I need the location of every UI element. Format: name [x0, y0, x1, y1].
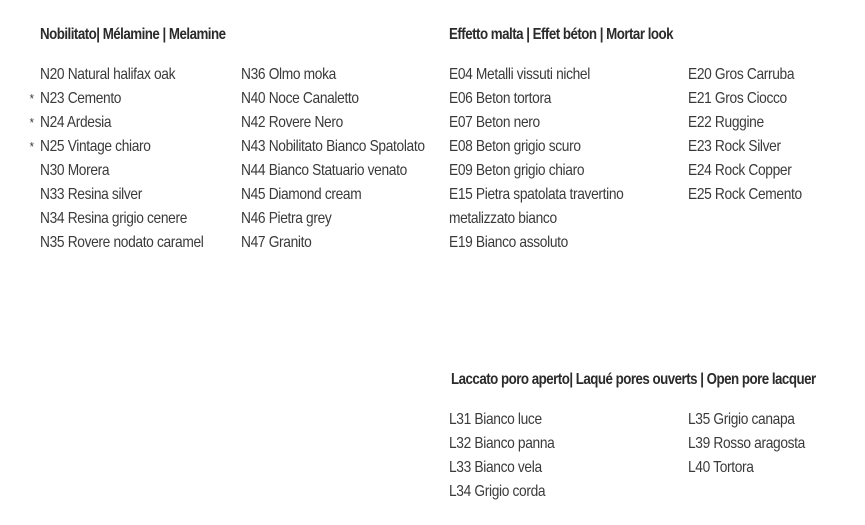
- list-item: N43 Nobilitato Bianco Spatolato: [241, 138, 425, 155]
- list-item: N46 Pietra grey: [241, 210, 332, 227]
- list-item: * N24 Ardesia: [40, 111, 204, 135]
- melamine-column-1: [29, 63, 230, 255]
- list-item: L39 Rosso aragosta: [688, 435, 805, 452]
- list-item: N30 Morera: [40, 162, 110, 179]
- list-item: E08 Beton grigio scuro: [449, 138, 581, 155]
- asterisk-marker: *: [29, 115, 34, 130]
- asterisk-marker: *: [29, 139, 34, 154]
- lacquer-column-1: [449, 408, 572, 504]
- list-item: E22 Ruggine: [688, 114, 764, 131]
- asterisk-marker: *: [29, 91, 34, 106]
- list-item: E24 Rock Copper: [688, 162, 792, 179]
- list-item: N33 Resina silver: [40, 186, 142, 203]
- lacquer-heading: Laccato poro aperto| Laqué pores ouverts | Open pore lacquer: [451, 371, 816, 388]
- list-item: E15 Pietra spatolata travertino: [449, 186, 624, 203]
- list-item: N20 Natural halifax oak: [40, 66, 176, 83]
- list-item: N34 Resina grigio cenere: [40, 210, 188, 227]
- list-item: E25 Rock Cemento: [688, 186, 802, 203]
- melamine-heading: Nobilitato| Mélamine | Melamine: [40, 26, 226, 43]
- list-item: E04 Metalli vissuti nichel: [449, 66, 590, 83]
- list-item: E07 Beton nero: [449, 114, 540, 131]
- list-item: E19 Bianco assoluto: [449, 234, 568, 251]
- list-item: E21 Gros Ciocco: [688, 90, 787, 107]
- list-item: L34 Grigio corda: [449, 483, 546, 500]
- list-item: N44 Bianco Statuario venato: [241, 162, 407, 179]
- mortar-column-1: [449, 63, 652, 255]
- list-item: N36 Olmo moka: [241, 66, 336, 83]
- list-item: E20 Gros Carruba: [688, 66, 795, 83]
- mortar-heading: Effetto malta | Effet béton | Mortar look: [449, 26, 674, 43]
- list-item: E09 Beton grigio chiaro: [449, 162, 585, 179]
- list-item: L33 Bianco vela: [449, 459, 542, 476]
- list-item: E23 Rock Silver: [688, 138, 781, 155]
- list-item: L32 Bianco panna: [449, 435, 555, 452]
- list-item: * N23 Cemento: [40, 87, 204, 111]
- list-item: N40 Noce Canaletto: [241, 90, 359, 107]
- list-item: L31 Bianco luce: [449, 411, 542, 428]
- list-item: L40 Tortora: [688, 459, 754, 476]
- list-item: N47 Granito: [241, 234, 312, 251]
- mortar-column-2: [688, 63, 820, 207]
- melamine-column-2: [241, 63, 455, 255]
- list-item: L35 Grigio canapa: [688, 411, 795, 428]
- lacquer-column-2: [688, 408, 824, 480]
- list-item: N42 Rovere Nero: [241, 114, 343, 131]
- list-item: N35 Rovere nodato caramel: [40, 234, 204, 251]
- list-item: E06 Beton tortora: [449, 90, 552, 107]
- list-item: * N25 Vintage chiaro: [40, 135, 204, 159]
- list-item: N45 Diamond cream: [241, 186, 362, 203]
- list-item: metalizzato bianco: [449, 210, 557, 227]
